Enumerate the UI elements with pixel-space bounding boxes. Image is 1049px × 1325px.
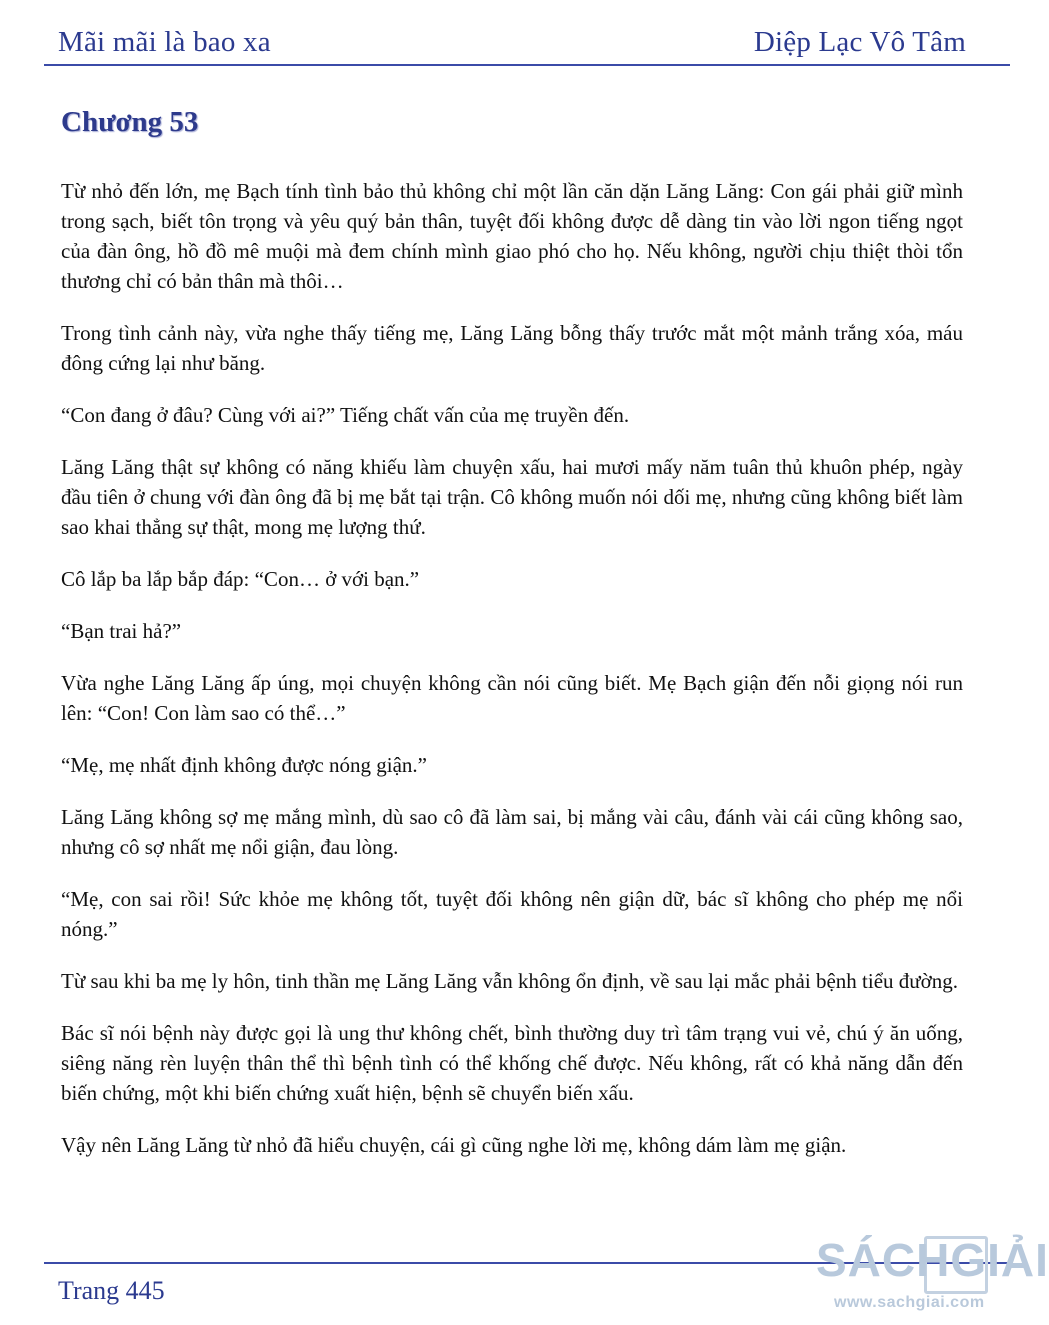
paragraph: Từ nhỏ đến lớn, mẹ Bạch tính tình bảo thủ không chỉ một lần căn dặn Lăng Lăng: Con gái phải giữ mình trong sạch, biết tôn trọng và yêu quý bản thân, tuyệt đối không được dễ dàng tin vào lời ngon tiếng ngọt của đàn ông, hồ đồ mê muội mà đem chính mình giao phó cho họ. Nếu không, người chịu thiệt thòi tổn thương chỉ có bản thân mà thôi… [61, 179, 963, 293]
paragraph: Vậy nên Lăng Lăng từ nhỏ đã hiểu chuyện, cái gì cũng nghe lời mẹ, không dám làm mẹ giận. [61, 1133, 847, 1157]
watermark-logo [816, 1232, 1049, 1320]
paragraph: “Bạn trai hả?” [61, 619, 182, 643]
paragraph: “Mẹ, con sai rồi! Sức khỏe mẹ không tốt, tuyệt đối không nên giận dữ, bác sĩ không cho phép mẹ nổi nóng.” [61, 887, 963, 941]
paragraph: Vừa nghe Lăng Lăng ấp úng, mọi chuyện không cần nói cũng biết. Mẹ Bạch giận đến nỗi giọng nói run lên: “Con! Con làm sao có thể…” [61, 671, 963, 725]
paragraph: “Con đang ở đâu? Cùng với ai?” Tiếng chất vấn của mẹ truyền đến. [61, 403, 630, 427]
paragraph: Lăng Lăng thật sự không có năng khiếu làm chuyện xấu, hai mươi mấy năm tuân thủ khuôn phép, ngày đầu tiên ở chung với đàn ông đã bị mẹ bắt tại trận. Cô không muốn nói dối mẹ, nhưng cũng không biết làm sao khai thẳng sự thật, mong mẹ lượng thứ. [61, 455, 963, 539]
paragraph: Trong tình cảnh này, vừa nghe thấy tiếng mẹ, Lăng Lăng bỗng thấy trước mắt một mảnh trắng xóa, máu đông cứng lại như băng. [61, 321, 963, 375]
paragraph: Lăng Lăng không sợ mẹ mắng mình, dù sao cô đã làm sai, bị mắng vài câu, đánh vài cái cũng không sao, nhưng cô sợ nhất mẹ nổi giận, đau lòng. [61, 805, 963, 859]
page-number: Trang 445 [58, 1276, 165, 1305]
watermark-url: www.sachgiai.com [834, 1294, 985, 1311]
book-title: Mãi mãi là bao xa [58, 26, 271, 58]
paragraph: “Mẹ, mẹ nhất định không được nóng giận.” [61, 753, 427, 777]
watermark-text: SÁCHGIẢI [816, 1234, 1049, 1286]
chapter-body [61, 176, 963, 1182]
chapter-title: Chương 53 [61, 106, 199, 138]
header-divider [44, 64, 1010, 66]
paragraph: Bác sĩ nói bệnh này được gọi là ung thư không chết, bình thường duy trì tâm trạng vui vẻ, chú ý ăn uống, siêng năng rèn luyện thân thể thì bệnh tình có thể khống chế được. Nếu không, rất có khả năng dẫn đến biến chứng, một khi biến chứng xuất hiện, bệnh sẽ chuyển biến xấu. [61, 1021, 963, 1105]
author-name: Diệp Lạc Vô Tâm [753, 26, 966, 58]
paragraph: Cô lắp ba lắp bắp đáp: “Con… ở với bạn.” [61, 567, 420, 591]
paragraph: Từ sau khi ba mẹ ly hôn, tinh thần mẹ Lăng Lăng vẫn không ổn định, về sau lại mắc phải bệnh tiểu đường. [61, 969, 959, 993]
